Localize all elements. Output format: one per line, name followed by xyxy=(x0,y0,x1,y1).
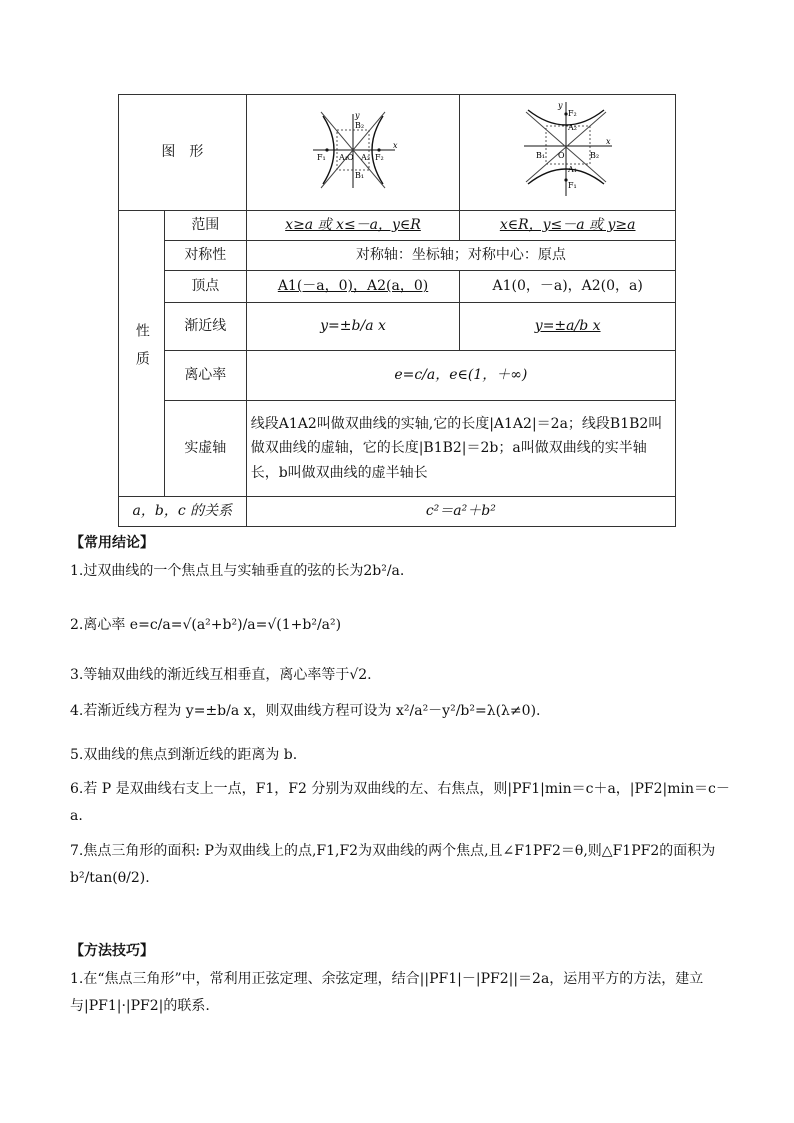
svg-text:y: y xyxy=(557,100,563,110)
figure-row-label: 图 形 xyxy=(119,95,247,211)
property-group-label: 性质 xyxy=(119,211,165,497)
symmetry-label: 对称性 xyxy=(164,241,246,271)
conclusion-item-7: 7.焦点三角形的面积: P为双曲线上的点,F1,F2为双曲线的两个焦点,且∠F1PF2＝θ,则△F1PF2的面积为 b²/tan(θ/2). xyxy=(70,843,716,886)
vertex-label: 顶点 xyxy=(164,271,246,303)
conclusion-item-5: 5.双曲线的焦点到渐近线的距离为 b. xyxy=(70,747,298,763)
svg-text:F₁: F₁ xyxy=(317,152,326,162)
svg-text:F₂: F₂ xyxy=(567,108,577,118)
svg-text:x: x xyxy=(605,136,611,146)
asymptote-label: 渐近线 xyxy=(164,303,246,351)
svg-text:A₁: A₁ xyxy=(339,152,348,162)
range-left: x≥a 或 x≤－a，y∈R xyxy=(246,211,460,241)
svg-text:F₁: F₁ xyxy=(567,180,577,190)
vertex-left: A1(－a，0)，A2(a，0) xyxy=(246,271,460,303)
abc-relation-label: a，b，c 的关系 xyxy=(119,497,247,527)
left-hyperbola-figure xyxy=(246,95,460,211)
hyperbola-properties-table xyxy=(118,94,676,527)
asymptote-left: y=±b/a x xyxy=(246,303,460,351)
svg-text:B₂: B₂ xyxy=(355,120,365,130)
right-hyperbola-figure xyxy=(460,95,676,211)
axes-description: 线段A1A2叫做双曲线的实轴,它的长度|A1A2|＝2a；线段B1B2叫做双曲线的虚轴，它的长度|B1B2|＝2b；a叫做双曲线的实半轴长，b叫做双曲线的虚半轴长 xyxy=(246,401,675,497)
svg-text:B₁: B₁ xyxy=(355,170,365,180)
symmetry-value: 对称轴：坐标轴；对称中心：原点 xyxy=(246,241,675,271)
conclusion-item-6: 6.若 P 是双曲线右支上一点，F1，F2 分别为双曲线的左、右焦点，则|PF1|min＝c＋a，|PF2|min＝c－a. xyxy=(70,781,730,824)
method-item-1: 1.在“焦点三角形”中，常利用正弦定理、余弦定理，结合||PF1|－|PF2||＝2a，运用平方的方法，建立与|PF1|·|PF2|的联系. xyxy=(70,971,704,1014)
svg-text:x: x xyxy=(393,140,398,150)
svg-text:B₁: B₁ xyxy=(535,150,545,160)
svg-text:A₁: A₁ xyxy=(567,164,577,174)
conclusion-item-4: 4.若渐近线方程为 y=±b/a x，则双曲线方程可设为 x²/a²－y²/b²=λ(λ≠0). xyxy=(70,703,541,719)
svg-text:F₂: F₂ xyxy=(375,152,384,162)
horizontal-hyperbola-diagram xyxy=(303,108,403,192)
asymptote-right: y=±a/b x xyxy=(460,303,676,351)
axes-label: 实虚轴 xyxy=(164,401,246,497)
abc-relation-value: c²＝a²＋b² xyxy=(246,497,675,527)
conclusion-item-1: 1.过双曲线的一个焦点且与实轴垂直的弦的长为2b²/a. xyxy=(70,563,405,579)
svg-text:y: y xyxy=(355,110,360,120)
method-tips-heading: 【方法技巧】 xyxy=(70,943,154,959)
svg-text:O: O xyxy=(347,152,354,162)
common-conclusions-heading: 【常用结论】 xyxy=(70,535,154,551)
svg-text:B₂: B₂ xyxy=(589,150,599,160)
svg-text:A₂: A₂ xyxy=(361,152,370,162)
conclusion-item-2: 2.离心率 e=c/a=√(a²+b²)/a=√(1+b²/a²) xyxy=(70,617,342,633)
svg-text:O: O xyxy=(557,150,565,160)
range-right: x∈R，y≤－a 或 y≥a xyxy=(460,211,676,241)
eccentricity-value: e=c/a，e∈(1，＋∞) xyxy=(246,351,675,401)
svg-text:A₂: A₂ xyxy=(567,122,577,132)
eccentricity-label: 离心率 xyxy=(164,351,246,401)
conclusion-item-3: 3.等轴双曲线的渐近线互相垂直，离心率等于√2. xyxy=(70,667,372,683)
vertical-hyperbola-diagram xyxy=(518,100,618,200)
vertex-right: A1(0，－a)，A2(0，a) xyxy=(460,271,676,303)
range-label: 范围 xyxy=(164,211,246,241)
